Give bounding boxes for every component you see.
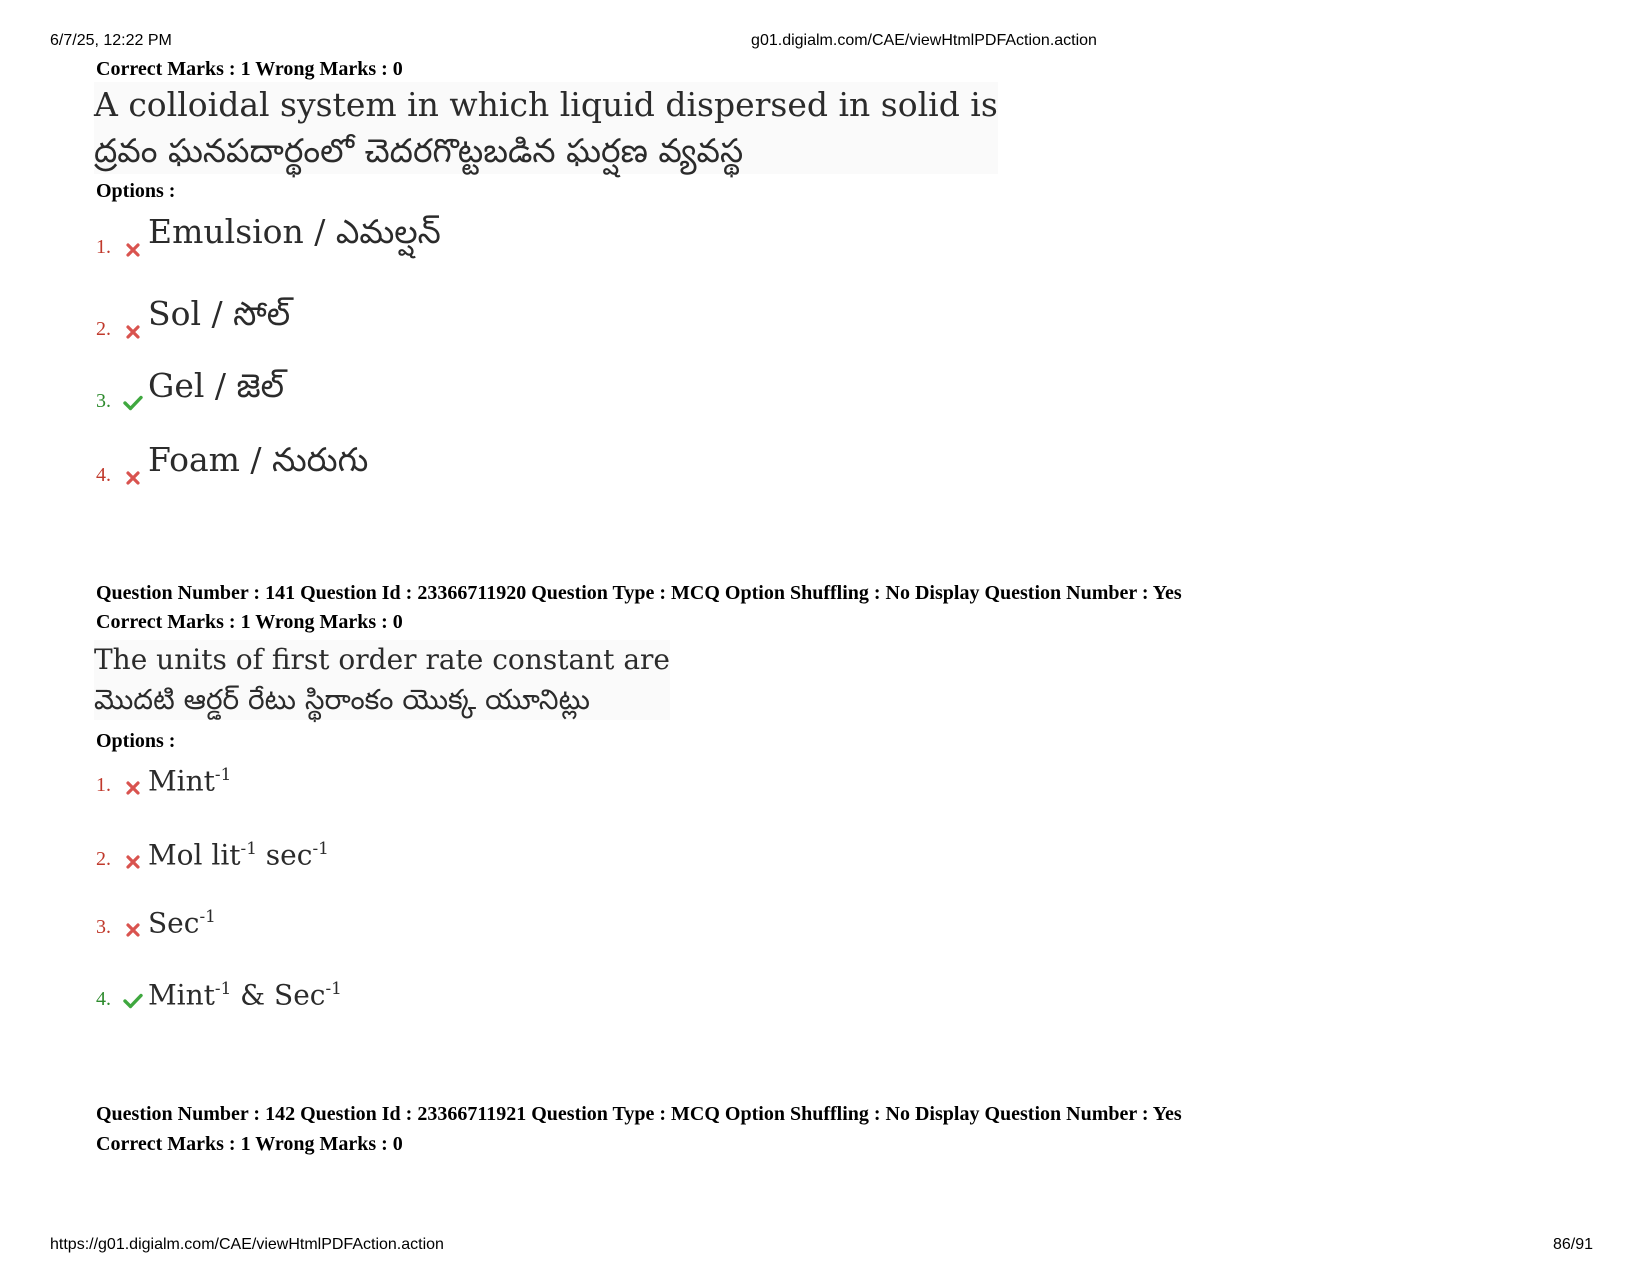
q140-options-label: Options : <box>96 180 176 202</box>
option-text: Sol / సోల్ <box>148 294 291 333</box>
q141-question-image <box>94 640 670 720</box>
check-icon <box>120 395 146 413</box>
cross-icon <box>120 325 146 341</box>
option-number: 2. <box>96 318 111 340</box>
option-text: Mint$^{-1}$ & Sec$^{-1}$ <box>148 978 342 1012</box>
option-number: 4. <box>96 988 111 1011</box>
q140-question-image <box>94 82 998 174</box>
cross-icon <box>120 855 146 871</box>
q141-question-telugu: మొదటి ఆర్డర్ రేటు స్థిరాంకం యొక్క యూనిట్లు <box>94 683 590 716</box>
q142-info: Question Number : 142 Question Id : 23366711921 Question Type : MCQ Option Shuffling : No Display Question Number : Yes <box>96 1103 1182 1125</box>
option-text: Emulsion / ఎమల్షన్ <box>148 212 441 251</box>
q140-option-1 <box>96 212 441 259</box>
print-header-url: g01.digialm.com/CAE/viewHtmlPDFAction.action <box>751 32 1097 49</box>
option-number: 4. <box>96 464 111 486</box>
q141-info: Question Number : 141 Question Id : 23366711920 Question Type : MCQ Option Shuffling : No Display Question Number : Yes <box>96 582 1182 604</box>
q140-option-3 <box>96 366 284 413</box>
cross-icon <box>120 923 146 939</box>
check-icon <box>120 993 146 1011</box>
option-number: 2. <box>96 848 111 871</box>
option-text: Mol lit$^{-1}$ $\sec^{-1}$ <box>148 838 329 872</box>
option-number: 3. <box>96 916 111 939</box>
q140-question-telugu: ద్రవం ఘనపదార్థంలో చెదరగొట్టబడిన ఘర్షణ వ్యవస్థ <box>94 131 744 170</box>
q141-option-4 <box>96 978 342 1011</box>
q141-options-label: Options : <box>96 730 176 752</box>
q141-option-2 <box>96 838 329 871</box>
q140-option-2 <box>96 294 290 341</box>
q141-question-english: The units of first order rate constant are <box>94 643 670 676</box>
option-number: 1. <box>96 774 111 797</box>
print-date: 6/7/25, 12:22 PM <box>50 32 172 49</box>
option-text: Mint$^{-1}$ <box>148 764 232 798</box>
q140-marks: Correct Marks : 1 Wrong Marks : 0 <box>96 58 403 80</box>
q141-option-1 <box>96 764 231 797</box>
option-text: Gel / జెల్ <box>148 366 285 405</box>
q141-option-3 <box>96 906 216 939</box>
page-number: 86/91 <box>1552 1236 1593 1253</box>
cross-icon <box>120 471 146 487</box>
q140-option-4 <box>96 440 368 487</box>
q141-marks: Correct Marks : 1 Wrong Marks : 0 <box>96 611 403 633</box>
option-text: Foam / నురుగు <box>148 440 369 479</box>
option-number: 3. <box>96 390 111 412</box>
cross-icon <box>120 243 146 259</box>
cross-icon <box>120 781 146 797</box>
option-number: 1. <box>96 236 111 258</box>
print-footer-url: https://g01.digialm.com/CAE/viewHtmlPDFAction.action <box>50 1236 444 1253</box>
option-text: Sec$^{-1}$ <box>148 906 216 940</box>
q142-marks: Correct Marks : 1 Wrong Marks : 0 <box>96 1133 403 1155</box>
q140-question-english: A colloidal system in which liquid dispersed in solid is <box>94 85 998 124</box>
